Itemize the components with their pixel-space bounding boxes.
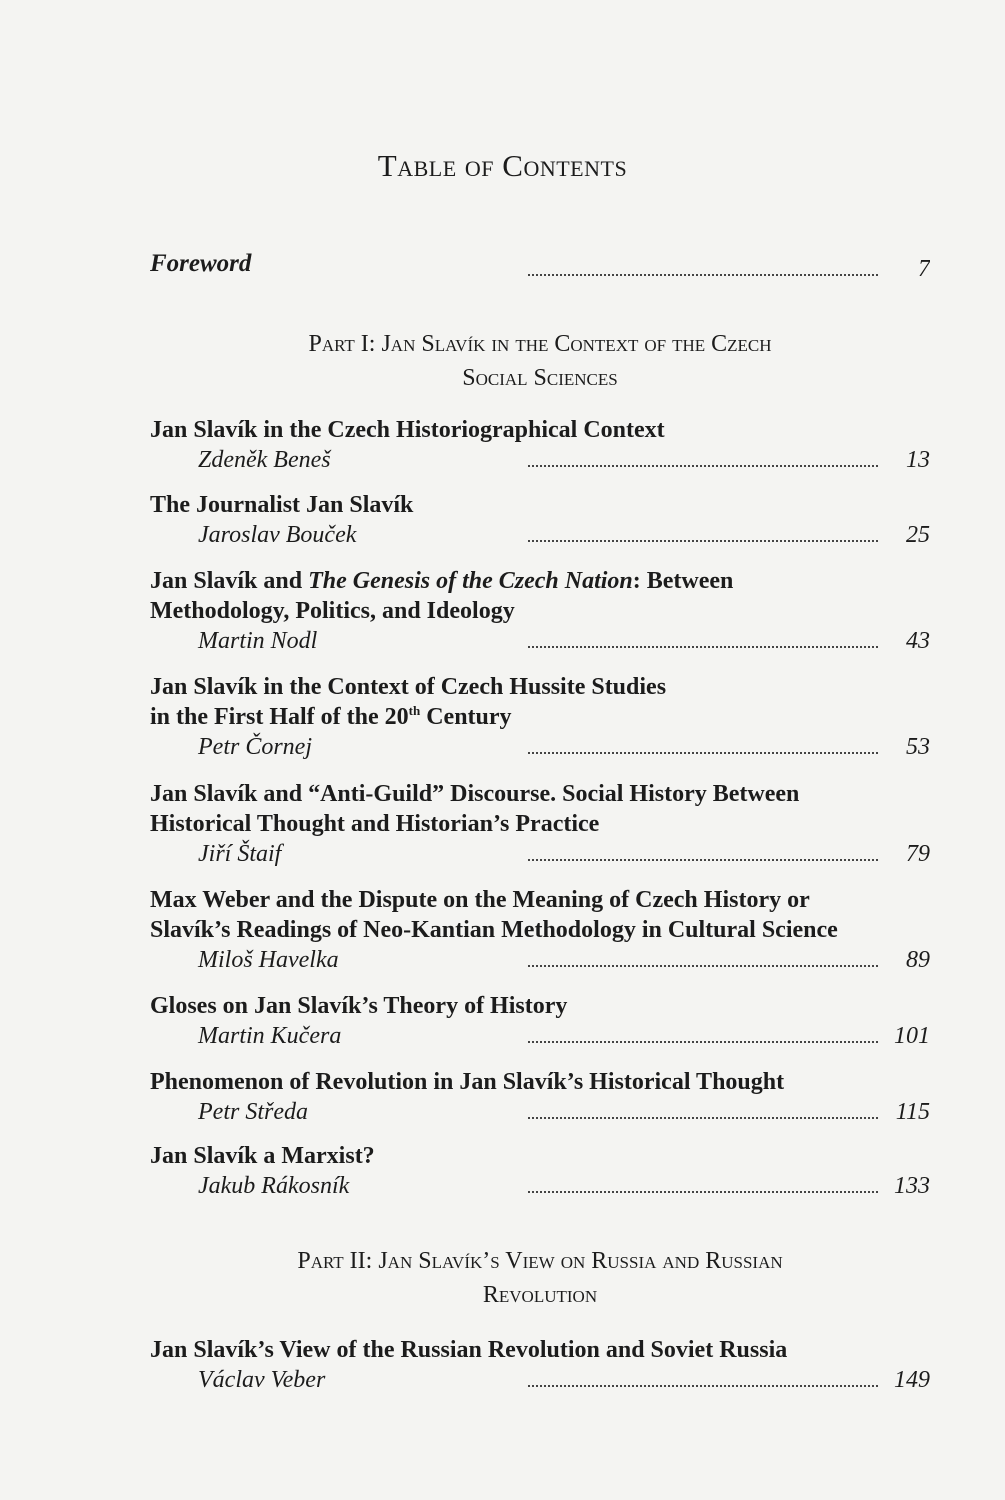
- page-number: 43: [906, 628, 930, 654]
- entry-title: Phenomenon of Revolution in Jan Slavík’s Historical Thought: [150, 1069, 785, 1095]
- entry-title-line2: in the First Half of the 20th Century: [150, 703, 512, 730]
- part-heading: [150, 327, 930, 395]
- entry-title: Jan Slavík’s View of the Russian Revolution and Soviet Russia: [150, 1337, 788, 1363]
- toc-entry[interactable]: [150, 415, 930, 475]
- toc-entry[interactable]: [150, 991, 930, 1051]
- part-heading-line2: Social Sciences: [462, 365, 618, 391]
- book-title: The Genesis of the Czech Nation: [308, 568, 633, 594]
- dot-leader: [528, 1021, 930, 1051]
- page-number: 53: [906, 734, 930, 760]
- part-heading-line1: Part II: Jan Slavík’s View on Russia and Russian: [297, 1248, 783, 1274]
- page-number: 133: [894, 1173, 930, 1199]
- entry-author: Jakub Rákosník: [198, 1173, 350, 1199]
- part-heading-line2: Revolution: [482, 1282, 598, 1308]
- page-number: 7: [918, 256, 930, 282]
- toc-entry-foreword[interactable]: [150, 250, 930, 282]
- entry-title: The Journalist Jan Slavík: [150, 492, 414, 518]
- entry-author: Martin Nodl: [198, 628, 318, 654]
- entry-title: Jan Slavík in the Czech Historiographical Context: [150, 417, 665, 443]
- entry-title: Jan Slavík a Marxist?: [150, 1143, 375, 1169]
- toc-entry[interactable]: [150, 1335, 930, 1395]
- page-number: 115: [895, 1099, 930, 1125]
- page-number: 89: [906, 947, 930, 973]
- entry-title: Max Weber and the Dispute on the Meaning of Czech History or: [150, 887, 810, 913]
- page-number: 149: [894, 1367, 930, 1393]
- entry-title: Jan Slavík in the Context of Czech Hussite Studies: [150, 674, 667, 700]
- dot-leader: [528, 445, 930, 475]
- entry-title-line2: Historical Thought and Historian’s Practice: [150, 811, 600, 837]
- toc-entry[interactable]: [150, 1141, 930, 1201]
- entry-title-line2: Slavík’s Readings of Neo-Kantian Methodology in Cultural Science: [150, 917, 838, 943]
- dot-leader: [528, 1171, 930, 1201]
- entry-author: Martin Kučera: [198, 1023, 342, 1049]
- toc-entry[interactable]: [150, 672, 930, 762]
- entry-author: Miloš Havelka: [198, 947, 339, 973]
- dot-leader: [528, 1097, 930, 1127]
- dot-leader: [528, 839, 930, 869]
- toc-entry[interactable]: [150, 885, 930, 975]
- dot-leader: [528, 1365, 930, 1395]
- entry-title: Jan Slavík and “Anti-Guild” Discourse. Social History Between: [150, 781, 800, 807]
- entry-author: Jiří Štaif: [198, 841, 282, 867]
- page-number: 79: [906, 841, 930, 867]
- page-number: 101: [894, 1023, 930, 1049]
- entry-author: Petr Středa: [198, 1099, 308, 1125]
- entry-author: Jaroslav Bouček: [198, 522, 357, 548]
- entry-title: Gloses on Jan Slavík’s Theory of History: [150, 993, 568, 1019]
- dot-leader: [528, 254, 930, 284]
- entry-title: Foreword: [150, 250, 252, 277]
- toc-entry[interactable]: [150, 779, 930, 869]
- entry-title: Jan Slavík and The Genesis of the Czech Nation: Between: [150, 568, 734, 594]
- toc-entry[interactable]: [150, 566, 930, 656]
- toc-entry[interactable]: [150, 490, 930, 550]
- page-number: 13: [906, 447, 930, 473]
- part-heading: [150, 1244, 930, 1312]
- part-heading-line1: Part I: Jan Slavík in the Context of the Czech: [308, 331, 772, 357]
- dot-leader: [528, 626, 930, 656]
- entry-title-line2: Methodology, Politics, and Ideology: [150, 598, 515, 624]
- dot-leader: [528, 520, 930, 550]
- entry-author: Václav Veber: [198, 1367, 326, 1393]
- entry-author: Petr Čornej: [198, 734, 312, 760]
- entry-author: Zdeněk Beneš: [198, 447, 331, 473]
- dot-leader: [528, 732, 930, 762]
- toc-title: Table of Contents: [377, 148, 628, 183]
- toc-entry[interactable]: [150, 1067, 930, 1127]
- page-number: 25: [906, 522, 930, 548]
- dot-leader: [528, 945, 930, 975]
